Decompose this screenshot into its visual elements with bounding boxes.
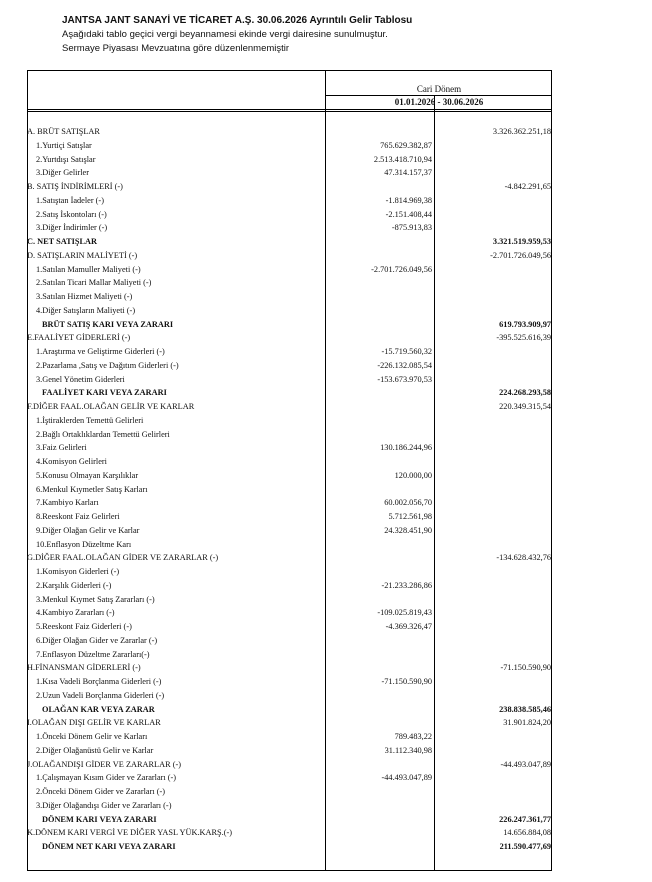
row-label: 2.Yurtdışı Satışlar — [36, 154, 96, 164]
row-label: 1.Kısa Vadeli Borçlanma Giderleri (-) — [36, 677, 162, 686]
table-row — [0, 125, 652, 139]
row-label: 6.Menkul Kıymetler Satış Karları — [36, 484, 148, 494]
table-row — [0, 249, 652, 263]
table-row — [0, 455, 652, 469]
table-row — [0, 758, 652, 772]
report-note-submitted: Aşağıdaki tablo geçici vergi beyannamesi ekinde vergi dairesine sunulmuştur. — [62, 29, 388, 40]
row-label: A. BRÜT SATIŞLAR — [27, 127, 100, 136]
table-row — [0, 373, 652, 387]
row-label: 7.Enflasyon Düzeltme Zararları(-) — [36, 649, 150, 659]
table-row — [0, 799, 652, 813]
row-label: B. SATIŞ İNDİRİMLERİ (-) — [27, 182, 123, 191]
table-row — [0, 483, 652, 497]
row-label: 3.Faiz Gelirleri — [36, 443, 87, 453]
table-row — [0, 634, 652, 648]
row-label: 2.Önceki Dönem Gider ve Zararları (-) — [36, 787, 166, 796]
row-detail-value: 765.629.382,87 — [380, 140, 432, 150]
table-row — [0, 180, 652, 194]
row-label: 6.Diğer Olağan Gider ve Zararlar (-) — [36, 635, 158, 645]
row-label: F.DİĞER FAAL.OLAĞAN GELİR VE KARLAR — [27, 402, 195, 411]
row-label: 3.Diğer Gelirler — [36, 168, 89, 178]
row-label: G.DİĞER FAAL.OLAĞAN GİDER VE ZARARLAR (-) — [27, 553, 219, 563]
row-label: K.DÖNEM KARI VERGİ VE DİĞER YASL YÜK.KARŞ.(-) — [27, 828, 233, 838]
table-row — [0, 304, 652, 318]
row-label: 1.Yurtiçi Satışlar — [36, 140, 92, 150]
row-label: 1.Komisyon Giderleri (-) — [36, 567, 120, 576]
table-row — [0, 826, 652, 840]
row-label: DÖNEM KARI VEYA ZARARI — [42, 814, 157, 824]
table-row — [0, 551, 652, 565]
table-row — [0, 331, 652, 345]
table-row — [0, 579, 652, 593]
report-title: JANTSA JANT SANAYİ VE TİCARET A.Ş. 30.06.2026 Ayrıntılı Gelir Tablosu — [62, 15, 413, 26]
table-row — [0, 441, 652, 455]
row-total-value: 224.268.293,58 — [499, 388, 551, 398]
row-total-value: 238.838.585,46 — [499, 704, 551, 714]
table-row — [0, 496, 652, 510]
row-total-value: 619.793.909,97 — [499, 319, 551, 329]
row-label: 4.Diğer Satışların Maliyeti (-) — [36, 305, 136, 315]
table-row — [0, 386, 652, 400]
header-rule-bottom-double — [27, 111, 552, 112]
row-label: 2.Satılan Ticari Mallar Maliyeti (-) — [36, 278, 152, 288]
table-row — [0, 716, 652, 730]
table-row — [0, 345, 652, 359]
row-label: 1.Araştırma ve Geliştirme Giderleri (-) — [36, 347, 165, 356]
table-row — [0, 524, 652, 538]
row-label: 7.Kambiyo Karları — [36, 498, 99, 508]
row-label: 10.Enflasyon Düzeltme Karı — [36, 539, 132, 549]
row-label: D. SATIŞLARIN MALİYETİ (-) — [27, 250, 138, 260]
row-total-value: -44.493.047,89 — [500, 759, 551, 769]
table-row — [0, 606, 652, 620]
table-row — [0, 813, 652, 827]
row-total-value: 3.326.362.251,18 — [492, 127, 551, 136]
table-row — [0, 771, 652, 785]
period-title: Cari Dönem — [416, 84, 462, 94]
row-label: E.FAALİYET GİDERLERİ (-) — [27, 333, 131, 343]
row-label: 1.Satıştan İadeler (-) — [36, 195, 104, 205]
row-label: 4.Kambiyo Zararları (-) — [36, 608, 115, 618]
row-detail-value: 24.328.451,90 — [384, 525, 432, 535]
table-row — [0, 538, 652, 552]
row-label: 2.Pazarlama ,Satış ve Dağıtım Giderleri (-) — [36, 360, 179, 370]
row-total-value: -71.150.590,90 — [500, 663, 551, 673]
table-row — [0, 208, 652, 222]
row-detail-value: -4.369.326,47 — [385, 622, 432, 631]
table-row — [0, 276, 652, 290]
table-row — [0, 235, 652, 249]
row-detail-value: -109.025.819,43 — [377, 608, 432, 618]
table-row — [0, 661, 652, 675]
row-label: 2.Karşılık Giderleri (-) — [36, 580, 112, 590]
table-row — [0, 565, 652, 579]
row-detail-value: -71.150.590,90 — [381, 677, 432, 686]
row-label: 5.Konusu Olmayan Karşılıklar — [36, 470, 139, 480]
row-label: 3.Diğer Olağandışı Gider ve Zararları (-) — [36, 800, 172, 810]
row-total-value: -134.628.432,76 — [496, 553, 551, 563]
table-row — [0, 221, 652, 235]
header-rule-top — [325, 95, 552, 96]
row-label: 4.Komisyon Gelirleri — [36, 457, 107, 466]
table-row — [0, 359, 652, 373]
table-row — [0, 290, 652, 304]
table-row — [0, 703, 652, 717]
row-detail-value: 60.002.056,70 — [384, 498, 432, 508]
row-detail-value: -875.913,83 — [391, 223, 432, 233]
row-label: 2.Bağlı Ortaklıklardan Temettü Gelirleri — [36, 429, 170, 439]
row-detail-value: 31.112.340,98 — [384, 745, 432, 755]
row-detail-value: -44.493.047,89 — [381, 773, 432, 783]
table-row — [0, 263, 652, 277]
row-label: 5.Reeskont Faiz Giderleri (-) — [36, 622, 132, 631]
row-detail-value: -2.701.726.049,56 — [371, 264, 432, 274]
table-row — [0, 194, 652, 208]
row-detail-value: -21.233.286,86 — [381, 580, 432, 590]
row-detail-value: -226.132.085,54 — [377, 360, 432, 370]
table-row — [0, 318, 652, 332]
table-row — [0, 593, 652, 607]
row-total-value: -4.842.291,65 — [504, 182, 551, 191]
row-total-value: -395.525.616,39 — [496, 333, 551, 343]
table-row — [0, 840, 652, 854]
table-row — [0, 469, 652, 483]
row-detail-value: 130.186.244,96 — [380, 443, 432, 453]
table-row — [0, 139, 652, 153]
row-label: 2.Uzun Vadeli Borçlanma Giderleri (-) — [36, 690, 165, 700]
table-row — [0, 648, 652, 662]
table-row — [0, 675, 652, 689]
row-label: C. NET SATIŞLAR — [27, 237, 98, 246]
table-row — [0, 730, 652, 744]
row-detail-value: -1.814.969,38 — [385, 195, 432, 205]
row-detail-value: 47.314.157,37 — [384, 168, 432, 178]
row-label: DÖNEM NET KARI VEYA ZARARI — [42, 842, 176, 851]
table-row — [0, 153, 652, 167]
row-total-value: 211.590.477,69 — [499, 842, 551, 851]
row-label: 3.Menkul Kıymet Satış Zararları (-) — [36, 594, 155, 604]
report-note-regulation: Sermaye Piyasası Mevzuatına göre düzenlenmemiştir — [62, 43, 290, 54]
row-label: H.FİNANSMAN GİDERLERİ (-) — [27, 663, 141, 673]
table-row — [0, 689, 652, 703]
row-total-value: 14.656.884,08 — [503, 828, 551, 838]
row-total-value: 31.901.824,20 — [503, 718, 551, 728]
row-label: 8.Reeskont Faiz Gelirleri — [36, 512, 120, 521]
row-total-value: -2.701.726.049,56 — [490, 250, 551, 260]
row-total-value: 3.321.519.959,53 — [492, 237, 551, 246]
row-label: OLAĞAN KAR VEYA ZARAR — [42, 704, 155, 714]
row-label: BRÜT SATIŞ KARI VEYA ZARARI — [42, 319, 174, 329]
row-detail-value: -2.151.408,44 — [385, 209, 432, 219]
row-label: I.OLAĞAN DIŞI GELİR VE KARLAR — [27, 718, 161, 728]
row-label: 1.Satılan Mamuller Maliyeti (-) — [36, 264, 141, 274]
row-detail-value: -153.673.970,53 — [377, 374, 432, 384]
table-row — [0, 414, 652, 428]
period-range: 01.01.2026 - 30.06.2026 — [394, 97, 484, 107]
row-label: 3.Diğer İndirimler (-) — [36, 223, 108, 233]
table-row — [0, 510, 652, 524]
row-detail-value: 120.000,00 — [394, 470, 432, 480]
row-detail-value: 789.483,22 — [394, 732, 432, 741]
row-label: 2.Satış İskontoları (-) — [36, 209, 107, 219]
table-row — [0, 785, 652, 799]
row-label: 2.Diğer Olağanüstü Gelir ve Karlar — [36, 745, 154, 755]
row-detail-value: 2.513.418.710,94 — [373, 154, 432, 164]
row-detail-value: -15.719.560,32 — [381, 347, 432, 356]
row-label: 3.Satılan Hizmet Maliyeti (-) — [36, 292, 133, 301]
row-label: 1.İştiraklerden Temettü Gelirleri — [36, 415, 144, 425]
row-total-value: 226.247.361,77 — [499, 814, 551, 824]
table-row — [0, 744, 652, 758]
row-label: J.OLAĞANDIŞI GİDER VE ZARARLAR (-) — [27, 759, 182, 769]
row-label: 1.Önceki Dönem Gelir ve Karları — [36, 732, 148, 741]
table-row — [0, 620, 652, 634]
row-label: FAALİYET KARI VEYA ZARARI — [42, 388, 167, 398]
row-label: 1.Çalışmayan Kısım Gider ve Zararları (-) — [36, 773, 177, 783]
row-total-value: 220.349.315,54 — [499, 402, 551, 411]
header-rule-bottom — [27, 109, 552, 110]
table-row — [0, 166, 652, 180]
table-row — [0, 400, 652, 414]
row-detail-value: 5.712.561,98 — [388, 512, 432, 521]
table-row — [0, 428, 652, 442]
row-label: 3.Genel Yönetim Giderleri — [36, 374, 125, 384]
row-label: 9.Diğer Olağan Gelir ve Karlar — [36, 525, 140, 535]
